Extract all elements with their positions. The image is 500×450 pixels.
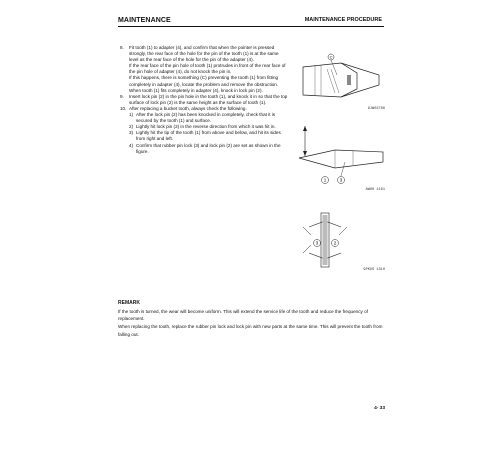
check-item [120,143,288,155]
procedure-steps [120,45,288,155]
figure-code: 9JW03786 [367,107,385,111]
check-item-number: 2) [129,124,134,130]
check-item-text: Lightly hit the tip of the tooth (1) from above and below, and hit its sides from right and left. [136,130,281,142]
check-item-text: Confirm that rubber pin lock (3) and lock pin (2) are set as shown in the figure. [136,142,281,154]
section-subtitle: MAINTENANCE PROCEDURE [304,17,382,23]
lock-pin-illustration [295,205,385,275]
pin-lock-callout: 3 [339,177,343,183]
check-item-number: 1) [129,112,134,118]
step-number: 9. [120,93,124,99]
step-paragraph: If the rear face of the pin hole of tooth (1) protrudes in front of the rear face of the pin hole of adapter (4), do not knock the pin in. [129,63,286,75]
tooth-side-figure [295,122,385,192]
check-item-number: 3) [129,130,134,136]
figure-code: 9PKOS 1310 [363,268,385,272]
step-8 [120,45,288,94]
tooth-callout: 1 [323,177,327,183]
lock-pin-callout: 2 [333,240,337,246]
tooth-fit-illustration [295,45,385,115]
page-number: 4- 33 [374,406,385,411]
remark-paragraph: When replacing the tooth, replace the rubber pin lock and lock pin with new parts at the same time. This will prevent the tooth from falling out. [118,324,383,337]
tooth-side-illustration [295,122,385,192]
figure-code: AW00 1161 [365,188,385,192]
step-paragraph: Fit tooth (1) to adapter (4), and confirm that when the pointer is pressed strongly, the rear face of the hole for the pin of the tooth (1) is at the same level as the rear face of the hole for the pin of the adapter (4). [129,45,279,63]
step-paragraph: If this happens, there is something (C) preventing the tooth (1) from fitting completely in adapter (4), locate the problem and remove the obstruction. When tooth (1) fits completely in adapter (4), knock in lock pin (2). [129,75,279,93]
step-paragraph: After replacing a bucket tooth, always check the following. [129,105,247,111]
remark-body [118,308,388,339]
check-item-number: 4) [129,142,134,148]
step-paragraph: Insert lock pin (2) in the pin hole in the tooth (1), and knock it in so that the top surface of lock pin (2) is the same height as the surface of tooth (1). [129,93,288,105]
check-item-text: Lightly hit lock pin (2) in the reverse direction from which it was hit in. [136,124,276,130]
section-title: MAINTENANCE [118,17,171,24]
check-item-text: After the lock pin (2) has been knocked in completely, check that it is secured by the tooth (1) and surface. [136,112,276,124]
pin-lock-callout: 3 [315,240,319,246]
lock-pin-figure [295,205,385,275]
check-item [120,130,288,142]
tooth-fit-figure [295,45,385,115]
check-item [120,112,288,124]
step-number: 8. [120,45,124,50]
step-number: 10. [120,105,127,111]
step-9 [120,94,288,106]
remark-heading: REMARK [118,300,140,306]
remark-paragraph: If the tooth is turned, the wear will become uniform. This will extend the service life of the tooth and reduce the frequency of replacement. [118,309,368,322]
obstruction-label: C [329,54,333,60]
header-divider [118,26,384,27]
